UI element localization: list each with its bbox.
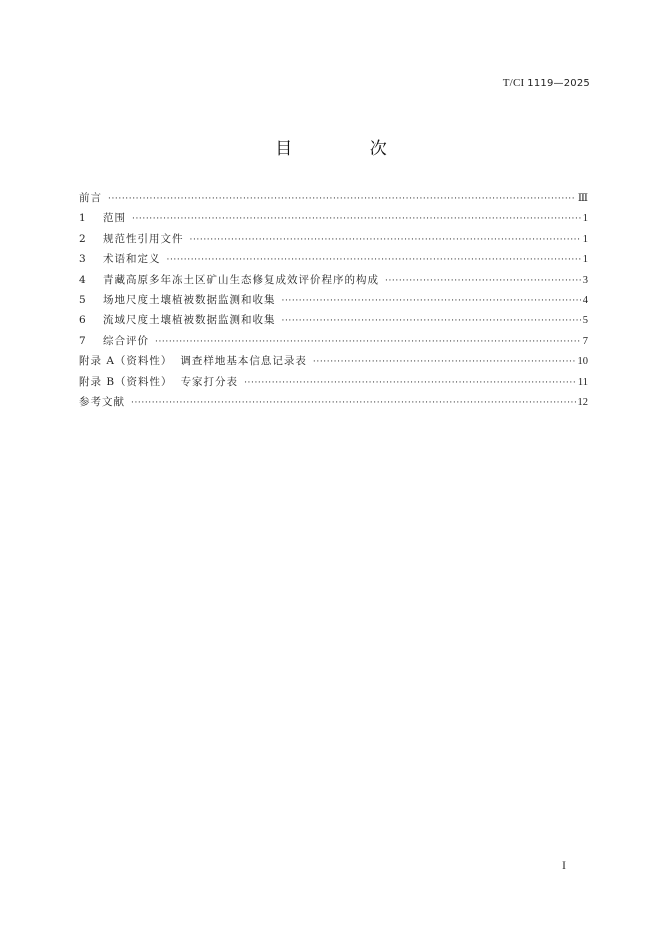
toc-entry-title: 术语和定义 xyxy=(103,253,161,266)
toc-entry-label xyxy=(79,351,307,371)
toc-leader-dots xyxy=(313,352,576,372)
toc-entry-appendix-b[interactable] xyxy=(79,372,588,392)
toc-page-number: 7 xyxy=(582,335,588,347)
toc-entry-foreword[interactable] xyxy=(79,188,588,208)
toc-entry-label xyxy=(79,229,184,249)
toc-entry-label xyxy=(79,331,149,351)
toc-section-number: 6 xyxy=(79,314,87,327)
toc-leader-dots xyxy=(132,209,581,229)
document-code-number: 1119—2025 xyxy=(527,78,590,89)
toc-page-number: 12 xyxy=(577,396,588,408)
toc-page-number: 1 xyxy=(582,233,588,245)
toc-page-number: 1 xyxy=(582,213,588,225)
toc-leader-dots xyxy=(282,291,581,311)
toc-entry-label xyxy=(79,372,238,392)
toc-entry-title: 调查样地基本信息记录表 xyxy=(180,355,307,368)
toc-entry-title: 场地尺度土壤植被数据监测和收集 xyxy=(103,293,276,306)
toc-entry-title: 规范性引用文件 xyxy=(103,232,184,245)
toc-entry-label xyxy=(79,392,125,412)
table-of-contents xyxy=(79,188,588,412)
toc-page-number: 10 xyxy=(577,356,588,368)
toc-entry-label xyxy=(79,188,102,208)
toc-section-number: 5 xyxy=(79,293,87,306)
toc-section-number: 4 xyxy=(79,273,87,286)
toc-entry-scope[interactable] xyxy=(79,208,588,228)
toc-section-number: 1 xyxy=(79,212,87,225)
toc-entry-title: 前言 xyxy=(79,192,102,204)
toc-entry-appendix-a[interactable] xyxy=(79,351,588,371)
toc-page-number: 1 xyxy=(582,254,588,266)
toc-page-number: 5 xyxy=(582,315,588,327)
toc-entry-label xyxy=(79,290,276,310)
toc-entry-evaluation-procedure[interactable] xyxy=(79,270,588,290)
document-code xyxy=(503,77,590,89)
toc-appendix-number: 附录 A（资料性） xyxy=(79,355,173,368)
toc-entry-title: 范围 xyxy=(103,212,126,225)
toc-entry-title: 参考文献 xyxy=(79,395,125,408)
toc-page-number: 3 xyxy=(582,274,588,286)
toc-entry-terms-definitions[interactable] xyxy=(79,249,588,269)
toc-section-number: 3 xyxy=(79,253,87,266)
toc-entry-basin-scale-monitoring[interactable] xyxy=(79,310,588,330)
toc-entry-normative-references[interactable] xyxy=(79,229,588,249)
toc-entry-site-scale-monitoring[interactable] xyxy=(79,290,588,310)
toc-section-number: 2 xyxy=(79,232,87,245)
toc-leader-dots xyxy=(131,393,576,413)
toc-entry-label xyxy=(79,270,379,290)
document-code-prefix: T/CI xyxy=(502,77,528,89)
toc-entry-title: 专家打分表 xyxy=(180,375,239,388)
toc-entry-bibliography[interactable] xyxy=(79,392,588,412)
toc-leader-dots xyxy=(108,189,576,209)
toc-entry-label xyxy=(79,310,276,330)
toc-section-number: 7 xyxy=(79,334,87,347)
toc-entry-comprehensive-evaluation[interactable] xyxy=(79,331,588,351)
toc-appendix-number: 附录 B（资料性） xyxy=(79,375,173,388)
toc-leader-dots xyxy=(385,271,581,291)
toc-leader-dots xyxy=(155,332,581,352)
toc-entry-title: 综合评价 xyxy=(103,334,149,347)
toc-leader-dots xyxy=(282,311,581,331)
toc-entry-title: 流域尺度土壤植被数据监测和收集 xyxy=(103,314,276,327)
toc-entry-title: 青藏高原多年冻土区矿山生态修复成效评价程序的构成 xyxy=(103,273,379,286)
toc-leader-dots xyxy=(244,373,576,393)
toc-page-number: Ⅲ xyxy=(577,193,588,204)
page-title: 目 次 xyxy=(275,139,423,159)
toc-page-number: 11 xyxy=(577,376,588,388)
toc-entry-label xyxy=(79,208,126,228)
toc-leader-dots xyxy=(190,230,581,250)
toc-leader-dots xyxy=(167,250,581,270)
toc-entry-label xyxy=(79,249,161,269)
toc-page-number: 4 xyxy=(582,294,588,306)
footer-page-number: I xyxy=(562,858,566,872)
